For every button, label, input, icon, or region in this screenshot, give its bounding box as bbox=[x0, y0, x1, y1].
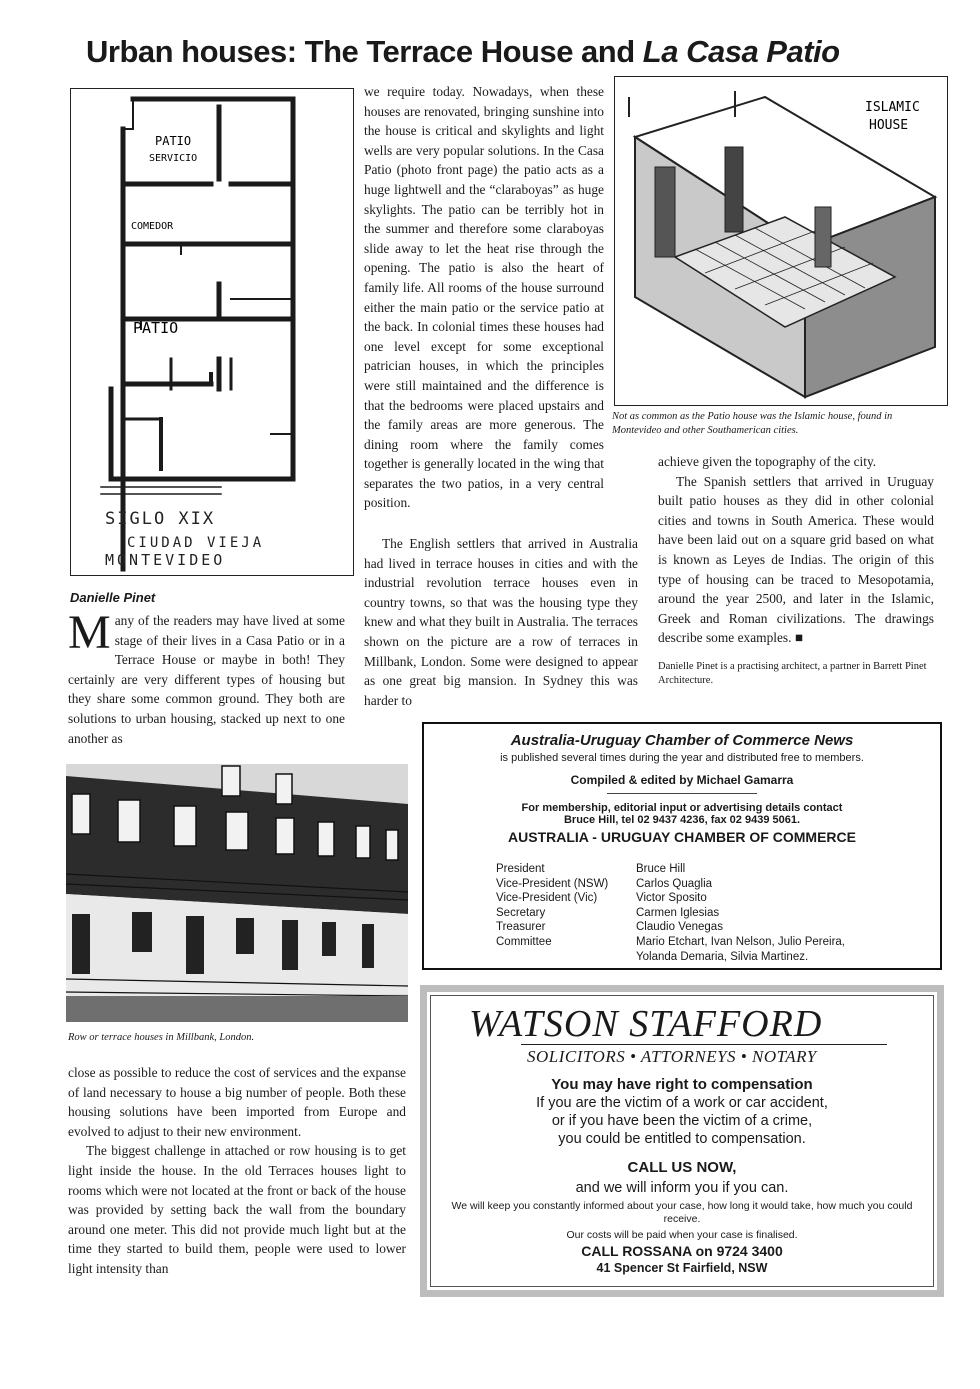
ad-small-1: We will keep you constantly informed about your case, how long it would take, how much you could receive. bbox=[451, 1200, 913, 1225]
ad-headline: You may have right to compensation bbox=[551, 1076, 813, 1093]
paragraph: achieve given the topography of the city. bbox=[658, 454, 877, 469]
author-note: Danielle Pinet is a practising architect, a partner in Barrett Pinet Architecture. bbox=[658, 661, 927, 686]
paragraph: close as possible to reduce the cost of services and the expanse of land necessary to house a big number of people. Both these housing solutions have been imported from Europe and evolved to adjust to their new environment. bbox=[68, 1065, 406, 1139]
chamber-contact-1: For membership, editorial input or advertising details contact bbox=[521, 802, 843, 814]
officer-row: Secretary Carmen Iglesias bbox=[496, 906, 720, 919]
paragraph: The English settlers that arrived in Australia had lived in terrace houses in cities and with the industrial revolution terrace houses even in country towns, so that was the housing type they knew and what they built in Australia. The terraces shown on the picture are a row of terraces in Millbank, London. Some were designed to appear as one great big mansion. In Sydney this was harder to bbox=[364, 536, 638, 708]
ad-call: CALL US NOW, bbox=[627, 1159, 737, 1176]
paragraph: The biggest challenge in attached or row housing is to get light inside the house. In the old Terraces houses light to rooms which were not located at the front or back of the house was provided by setting back the wall from the boundary around one meter. This did not provide much light but at the time they started to build them, people were used to lower light intensity than bbox=[68, 1143, 406, 1276]
column-3 bbox=[658, 452, 934, 648]
ad-line-1: If you are the victim of a work or car accident, bbox=[536, 1095, 828, 1111]
officers-list bbox=[496, 862, 845, 964]
firm-name: WATSON STAFFORD bbox=[469, 1003, 823, 1045]
islamic-label-1: ISLAMIC bbox=[865, 100, 920, 115]
article-title bbox=[86, 34, 946, 70]
firm-rule bbox=[521, 1044, 887, 1045]
ad-line-3: you could be entitled to compensation. bbox=[558, 1131, 806, 1147]
photo-caption: Row or terrace houses in Millbank, London. bbox=[68, 1032, 255, 1043]
svg-text:COMEDOR: COMEDOR bbox=[131, 221, 174, 232]
officer-row: President Bruce Hill bbox=[496, 863, 686, 875]
islamic-caption: Not as common as the Patio house was the Islamic house, found in Montevideo and other Southamerican cities. bbox=[612, 411, 893, 436]
islamic-house-sketch bbox=[615, 77, 949, 407]
terrace-photo bbox=[66, 764, 408, 1022]
paragraph: The Spanish settlers that arrived in Uruguay built patio houses as they did in other colonial cities and towns in South America. These would have been laid out on a square grid based on what is known as Leyes de Indias. The origin of this type of housing can be traced to Mesopotamia, around the year 2500, and later in the Islamic, Greek and Roman civilizations. The drawings describe some examples. ■ bbox=[658, 473, 934, 646]
column-1-top bbox=[68, 606, 345, 748]
byline: Danielle Pinet bbox=[70, 590, 156, 605]
plan-note-1: SIGLO XIX bbox=[105, 509, 216, 529]
floorplan-drawing bbox=[70, 88, 354, 576]
ad-inner-border bbox=[430, 995, 934, 1287]
chamber-news-box bbox=[422, 722, 942, 970]
islamic-house-drawing bbox=[614, 76, 948, 406]
officer-row: Treasurer Claudio Venegas bbox=[496, 921, 723, 934]
drop-cap: M bbox=[68, 606, 111, 659]
floorplan-sketch bbox=[71, 89, 355, 577]
firm-services: SOLICITORS • ATTORNEYS • NOTARY bbox=[527, 1047, 817, 1066]
chamber-compiled: Compiled & edited by Michael Gamarra bbox=[570, 773, 794, 787]
ad-inform: and we will inform you if you can. bbox=[575, 1180, 789, 1196]
chamber-org: AUSTRALIA - URUGUAY CHAMBER OF COMMERCE bbox=[508, 829, 856, 845]
ad-small-2: Our costs will be paid when your case is finalised. bbox=[566, 1229, 798, 1241]
chamber-subheading: is published several times during the year and distributed free to members. bbox=[500, 752, 864, 764]
islamic-label-2: HOUSE bbox=[869, 118, 909, 133]
officer-row: Vice-President (NSW) Carlos Quaglia bbox=[496, 877, 713, 890]
officer-row: Committee Mario Etchart, Ivan Nelson, Julio Pereira, bbox=[496, 935, 846, 948]
officer-row: Vice-President (Vic) Victor Sposito bbox=[496, 892, 707, 905]
ad-address: 41 Spencer St Fairfield, NSW bbox=[596, 1261, 768, 1275]
chamber-contact-2: Bruce Hill, tel 02 9437 4236, fax 02 9439 5061. bbox=[563, 814, 801, 826]
plan-note-2: CIUDAD VIEJA bbox=[127, 535, 265, 551]
title-main: Urban houses: The Terrace House and bbox=[86, 34, 643, 69]
officer-row: Yolanda Demaria, Silvia Martinez. bbox=[636, 950, 809, 963]
column-2 bbox=[364, 82, 604, 513]
svg-text:PATIO: PATIO bbox=[133, 319, 179, 337]
terrace-houses-image bbox=[66, 764, 408, 1022]
column-2-lower bbox=[364, 534, 638, 710]
paragraph-intro: Many of the readers may have lived at some stage of their lives in a Casa Patio or in a Terrace House or maybe in both! They certainly are very different types of housing but they share some common ground. They both are solutions to urban housing, stacked up next to one another as bbox=[68, 606, 345, 746]
svg-text:SERVICIO: SERVICIO bbox=[149, 153, 198, 164]
plan-label-patio-servicio: PATIO bbox=[155, 134, 192, 148]
watson-stafford-ad bbox=[420, 985, 944, 1297]
paragraph: we require today. Nowadays, when these houses are renovated, bringing sunshine into the house is critical and skylights and light wells are very popular solutions. In the Casa Patio (photo front page) the patio acts as a huge lightwell and the “claraboyas” as huge skylights. The patio can be terribly hot in the summer and therefore some claraboyas slide away to let the heat rise through the opening. The patio is also the heart of family life. All rooms of the house surround either the main patio or the service patio at the back. In colonial times these houses had one level except for some exceptional patrician houses, in which the principles were still maintained and the difference is that the bedrooms were placed upstairs and the family areas are more generous. The dining room where the family comes together is generally located in the wing that separates the two patios, in a very central position. bbox=[364, 84, 604, 511]
divider bbox=[607, 793, 757, 794]
ad-contact: CALL ROSSANA on 9724 3400 bbox=[581, 1243, 783, 1259]
plan-note-3: MONTEVIDEO bbox=[105, 551, 226, 569]
title-italic: La Casa Patio bbox=[642, 34, 840, 69]
ad-line-2: or if you have been the victim of a crime, bbox=[551, 1113, 813, 1129]
column-1-bottom bbox=[68, 1063, 406, 1279]
chamber-heading: Australia-Uruguay Chamber of Commerce News bbox=[510, 732, 854, 749]
